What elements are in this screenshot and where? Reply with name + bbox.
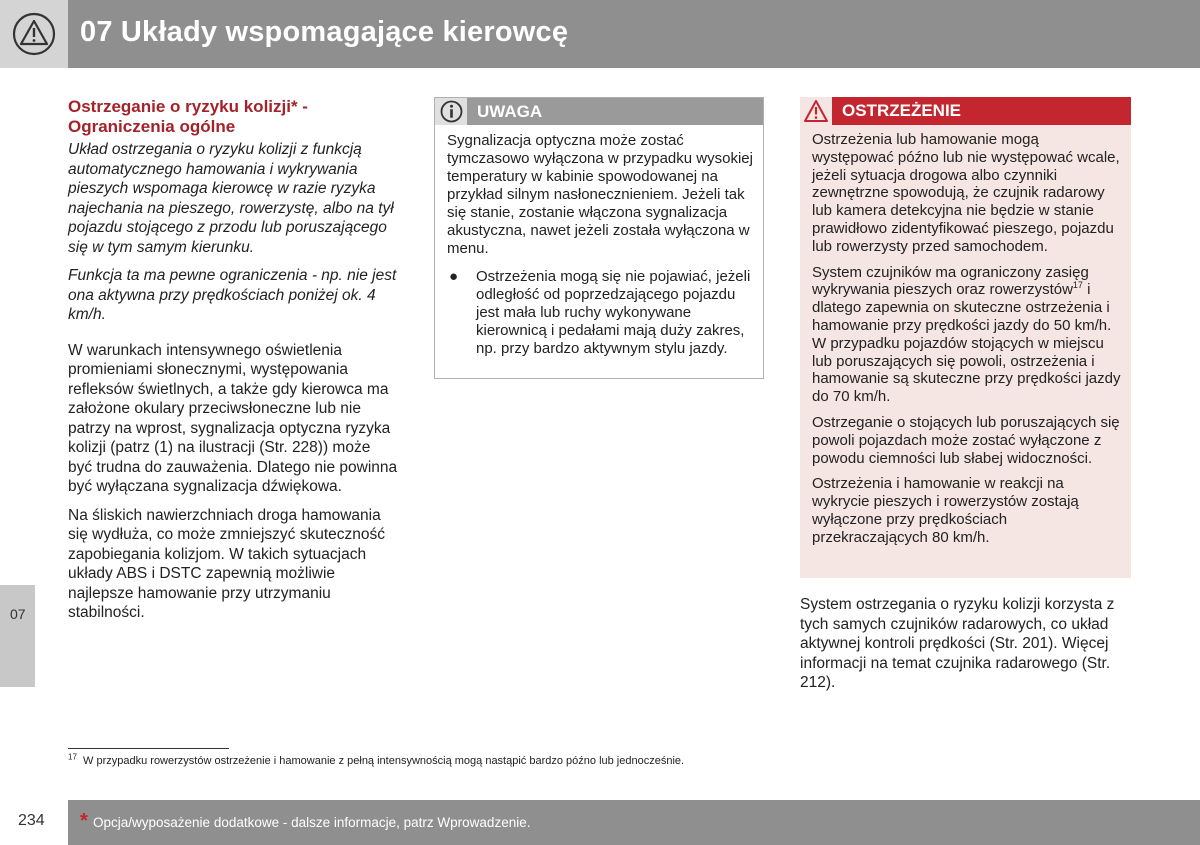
page-number: 234 bbox=[18, 812, 45, 829]
warning-text: i dlatego zapewnia on skuteczne ostrzeżenia i hamowanie przy prędkości jazdy do 50 km/h. W przypadku pojazdów stojących w miejscu lub poruszających się powoli, ostrzeżenia i hamowanie są skuteczne przy prędkości jazdy do 70 km/h. bbox=[812, 281, 1121, 406]
limitation-paragraph: Funkcja ta ma pewne ograniczenia - np. nie jest ona aktywna przy prędkościach poniżej ok. 4 km/h. bbox=[68, 267, 397, 323]
list-item-text: Ostrzeżenia mogą się nie pojawiać, jeżeli odległość od poprzedzającego pojazdu jest mała lub ruchy wykonywane kierownicą i pedałami mają duży zakres, np. przy bardzo aktywnym stylu jazdy. bbox=[476, 268, 751, 357]
warning-paragraph bbox=[812, 264, 1121, 406]
footnote-number: 17 bbox=[68, 752, 77, 762]
body-paragraph: Na śliskich nawierzchniach droga hamowania się wydłuża, co może zmniejszyć skuteczność zapobiegania kolizjom. W takich sytuacjach układy ABS i DSTC zapewnią możliwie najlepsze hamowanie przy utrzymaniu stabilności. bbox=[68, 506, 386, 621]
chapter-side-tab bbox=[0, 585, 35, 687]
bullet-icon: ● bbox=[449, 268, 459, 285]
section-heading-line2: Ograniczenia ogólne bbox=[68, 117, 236, 136]
warning-paragraph: Ostrzeżenia i hamowanie w reakcji na wykrycie pieszych i rowerzystów zostają wyłączone przy prędkościach przekraczających 80 km/h. bbox=[812, 475, 1079, 546]
note-box-list bbox=[447, 268, 753, 358]
warning-box-body bbox=[800, 125, 1131, 547]
warning-paragraph: Ostrzeganie o stojących lub poruszających się powoli pojazdach może zostać wyłączone z powodu ciemności lub słabej widoczności. bbox=[812, 413, 1120, 467]
body-paragraph: W warunkach intensywnego oświetlenia promieniami słonecznymi, występowania refleksów świetlnych, a także gdy kierowca ma założone okulary przeciwsłoneczne lub nie patrzy na wprost, sygnalizacja optyczna ryzyka kolizji (patrz (1) na ilustracji (Str. 228)) może być trudna do zauważenia. Dlatego nie powinna być wyłączana sygnalizacja dźwiękowa. bbox=[68, 341, 398, 495]
footnote-text: W przypadku rowerzystów ostrzeżenie i hamowanie z pełną intensywnością mogą nastąpić bardzo późno lub jednocześnie. bbox=[83, 755, 685, 767]
warning-text: System czujników ma ograniczony zasięg wykrywania pieszych oraz rowerzystów bbox=[812, 263, 1089, 299]
warning-triangle-icon bbox=[12, 12, 56, 56]
footnote-reference[interactable]: 17 bbox=[1072, 280, 1083, 291]
warning-triangle-icon bbox=[803, 99, 829, 123]
footnote-divider bbox=[68, 748, 229, 749]
warning-box-title: OSTRZEŻENIE bbox=[842, 101, 962, 120]
intro-paragraph: Układ ostrzegania o ryzyku kolizji z funkcją automatycznego hamowania i wykrywania pieszych wspomaga kierowcę w razie ryzyka najechania na pieszego, rowerzystę, albo na tył pojazdu stojącego z przodu lub poruszającego się w tym samym kierunku. bbox=[68, 141, 394, 256]
note-box-title: UWAGA bbox=[477, 102, 543, 121]
note-icon-container bbox=[435, 98, 467, 125]
note-box-header bbox=[435, 98, 763, 125]
warning-box-header bbox=[800, 97, 1131, 125]
header-icon-box bbox=[0, 0, 68, 68]
warning-icon-container bbox=[800, 97, 832, 125]
warning-box bbox=[800, 97, 1131, 578]
note-box-body bbox=[435, 125, 763, 358]
footer-text: Opcja/wyposażenie dodatkowe - dalsze informacje, patrz Wprowadzenie. bbox=[93, 815, 531, 830]
list-item bbox=[447, 268, 753, 358]
note-box-text: Sygnalizacja optyczna może zostać tymczasowo wyłączona w przypadku wysokiej temperatury w kabinie spowodowanej na przykład silnym nasłonecznieniem. Jeżeli tak się stanie, zostanie włączona sygnalizacja akustyczna, nawet jeżeli została wyłączona w menu. bbox=[447, 132, 753, 257]
page-footer bbox=[68, 800, 1200, 845]
section-heading bbox=[68, 97, 398, 137]
page-title: 07 Układy wspomagające kierowcę bbox=[80, 16, 569, 48]
option-star-icon: * bbox=[80, 810, 88, 832]
footnote bbox=[68, 752, 685, 767]
body-paragraph: System ostrzegania o ryzyku kolizji korzysta z tych samych czujników radarowych, co układ aktywnej kontroli prędkości (Str. 201). Więcej informacji na temat czujnika radarowego (Str. 212). bbox=[800, 596, 1115, 691]
info-icon bbox=[440, 100, 463, 123]
page-header bbox=[0, 0, 1200, 68]
warning-paragraph: Ostrzeżenia lub hamowanie mogą występować późno lub nie występować wcale, jeżeli sytuacja drogowa albo czynniki zewnętrzne spowodują, że czujnik radarowy lub kamera detekcyjna nie będzie w stanie prawidłowo zidentyfikować pieszego, pojazdu lub rowerzysty przed samochodem. bbox=[812, 131, 1120, 255]
right-column-text bbox=[800, 595, 1135, 693]
note-box bbox=[434, 97, 764, 379]
section-heading-line1: Ostrzeganie o ryzyku kolizji* - bbox=[68, 97, 308, 116]
chapter-side-tab-label: 07 bbox=[10, 606, 26, 622]
left-column bbox=[68, 97, 398, 632]
